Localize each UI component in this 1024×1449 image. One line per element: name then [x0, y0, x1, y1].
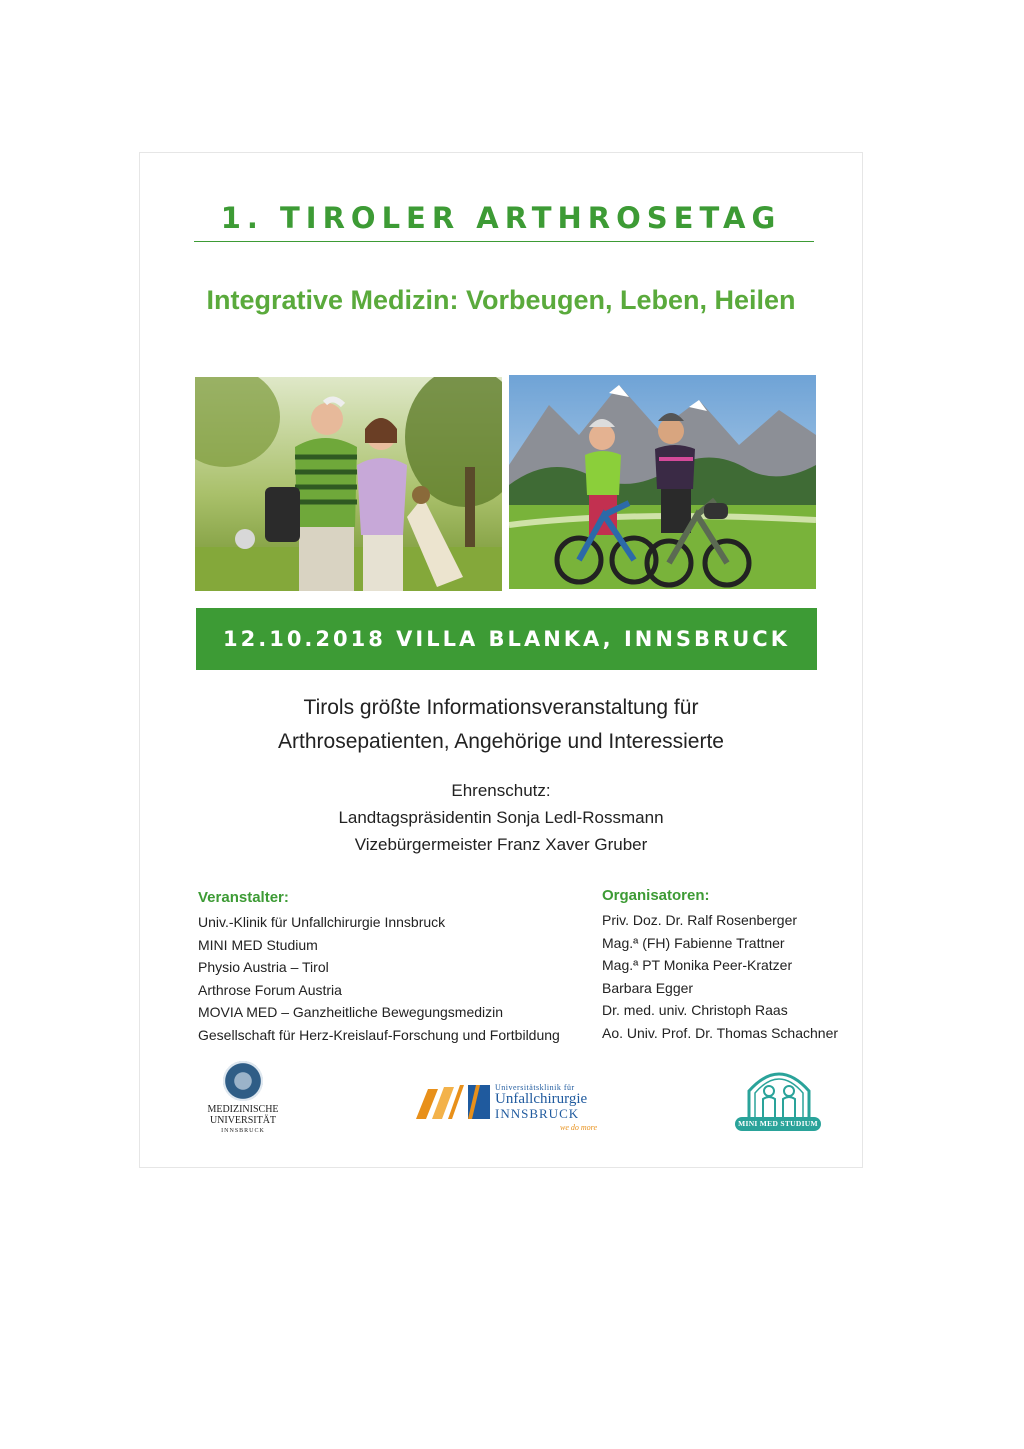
- mu-logo-line-2: UNIVERSITÄT: [209, 1115, 277, 1126]
- honor-line-2: Vizebürgermeister Franz Xaver Gruber: [354, 835, 648, 854]
- medical-university-logo: [200, 1061, 286, 1137]
- organiser-person: Barbara Egger: [602, 979, 694, 996]
- organiser-person: Dr. med. univ. Christoph Raas: [602, 1002, 788, 1019]
- organizer-item: Arthrose Forum Austria: [198, 981, 342, 998]
- organizer-item: MOVIA MED – Ganzheitliche Bewegungsmedizin: [198, 1004, 504, 1021]
- organiser-person: Priv. Doz. Dr. Ralf Rosenberger: [602, 912, 798, 928]
- tagline-line-1: Tirols größte Informationsveranstaltung für: [303, 696, 699, 719]
- event-subtitle: Integrative Medizin: Vorbeugen, Leben, Heilen: [206, 285, 796, 315]
- mini-med-emblem-icon: [733, 1067, 825, 1123]
- organizer-item: MINI MED Studium: [198, 936, 318, 953]
- organizer-item: Univ.-Klinik für Unfallchirurgie Innsbruck: [198, 914, 446, 930]
- organiser-person: Ao. Univ. Prof. Dr. Thomas Schachner: [602, 1024, 839, 1041]
- honor-heading: Ehrenschutz:: [451, 781, 551, 800]
- mini-med-banner-text: MINI MED STUDIUM: [735, 1117, 821, 1131]
- university-seal-icon: [223, 1061, 263, 1101]
- photo-mountain-bikers: [509, 375, 816, 589]
- mu-logo-line-3: INNSBRUCK: [221, 1128, 265, 1134]
- mu-logo-line-1: MEDIZINISCHE: [207, 1104, 279, 1115]
- clinic-logo-city: INNSBRUCK: [495, 1106, 580, 1121]
- organiser-person: Mag.ª PT Monika Peer-Kratzer: [602, 957, 793, 974]
- tagline-line-2: Arthrosepatienten, Angehörige und Interessierte: [278, 730, 724, 753]
- organizer-item: Gesellschaft für Herz-Kreislauf-Forschung und Fortbildung: [198, 1026, 560, 1043]
- organisers-heading: Organisatoren:: [602, 887, 710, 904]
- mini-med-studium-logo: [733, 1067, 825, 1137]
- trauma-surgery-clinic-logo: [414, 1083, 614, 1135]
- photo-golf-couple: [195, 377, 502, 591]
- organizers-heading: Veranstalter:: [198, 889, 289, 906]
- clinic-logo-claim: we do more: [560, 1123, 598, 1132]
- flyer-page: [139, 152, 863, 1168]
- organiser-person: Mag.ª (FH) Fabienne Trattner: [602, 934, 785, 951]
- event-tagline: [140, 691, 862, 759]
- title-underline: [194, 241, 814, 242]
- date-location-banner: 12.10.2018 VILLA BLANKA, INNSBRUCK: [196, 608, 817, 670]
- event-title: 1. TIROLER ARTHROSETAG: [220, 201, 782, 235]
- honor-line-1: Landtagspräsidentin Sonja Ledl-Rossmann: [338, 808, 664, 827]
- organisers-people-list: [602, 885, 838, 1045]
- clinic-mark-icon: [414, 1083, 494, 1123]
- organizer-item: Physio Austria – Tirol: [198, 959, 329, 976]
- honorary-patronage: [140, 777, 862, 858]
- clinic-logo-small: Universitätsklinik für: [495, 1083, 575, 1092]
- organizers-list: [198, 887, 560, 1047]
- clinic-logo-main: Unfallchirurgie: [495, 1091, 588, 1107]
